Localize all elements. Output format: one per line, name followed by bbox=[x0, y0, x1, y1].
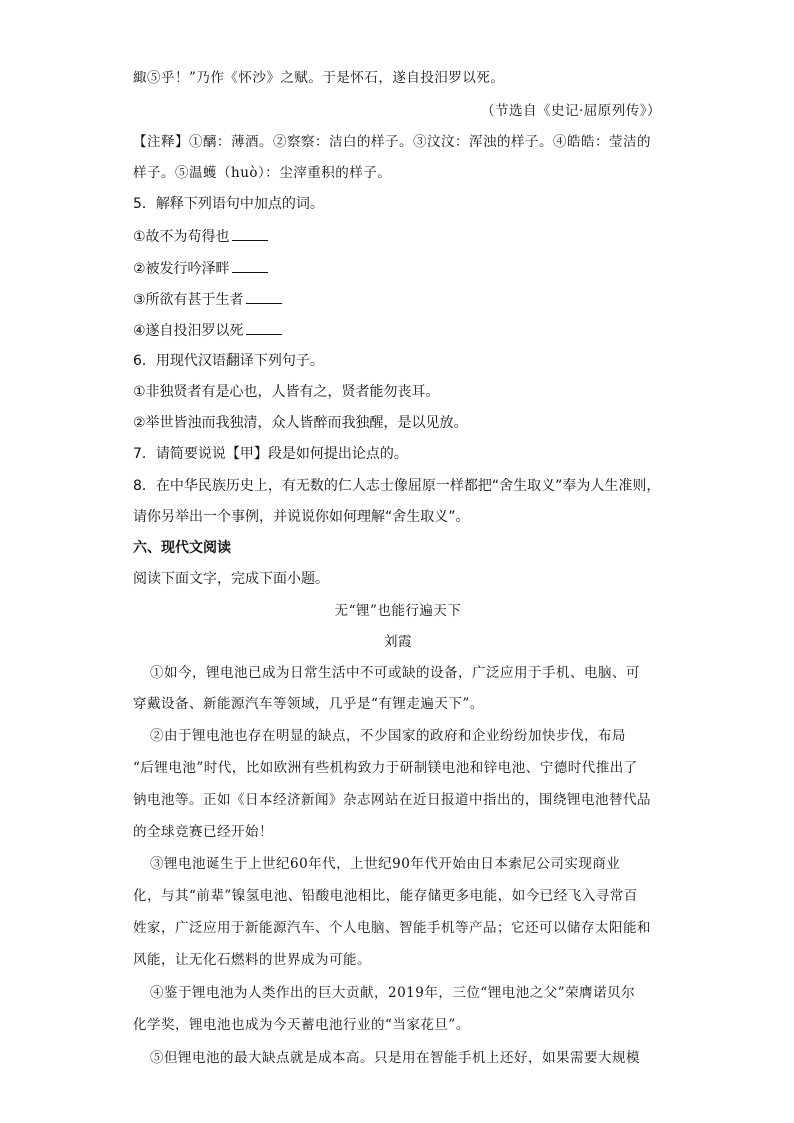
question-5-item-1 bbox=[133, 226, 663, 246]
notes-line: 【注释】①醨：薄酒。②察察：洁白的样子。③汶汶：浑浊的样子。④皓皓：莹洁的 bbox=[133, 134, 651, 150]
question-8-cont: 请你另举出一个事例，并说说你如何理解“舍生取义”。 bbox=[133, 509, 470, 525]
paragraph-line: ④鉴于锂电池为人类作出的巨大贡献，2019年，三位“锂电池之父”荣膺诺贝尔 bbox=[150, 985, 636, 1001]
paragraph-line: “后锂电池”时代，比如欧洲有些机构致力于研制镁电池和锌电池、宁德时代推出了 bbox=[133, 760, 638, 776]
item-text: ③所欲有甚于生者 bbox=[133, 292, 244, 308]
article-author: 刘霞 bbox=[384, 634, 412, 650]
paragraph-line: 的全球竞赛已经开始！ bbox=[133, 824, 273, 840]
question-8: 8．在中华民族历史上，有无数的仁人志士像屈原一样都把“舍生取义”奉为人生准则， bbox=[133, 478, 661, 494]
paragraph-line: 化学奖，锂电池也成为今天蓄电池行业的“当家花旦”。 bbox=[133, 1017, 470, 1033]
section-instruction: 阅读下面文字，完成下面小题。 bbox=[133, 571, 329, 587]
paragraph-line: ①如今，锂电池已成为日常生活中不可或缺的设备，广泛应用于手机、电脑、可 bbox=[150, 665, 640, 681]
item-text: ④遂自投汨罗以死 bbox=[133, 323, 244, 339]
paragraph-line: 化，与其“前辈”镍氢电池、铅酸电池相比，能存储更多电能，如今已经飞入寻常百 bbox=[133, 888, 638, 904]
paragraph-line: 钠电池等。正如《日本经济新闻》杂志网站在近日报道中指出的，围绕锂电池替代品 bbox=[133, 792, 651, 808]
answer-blank[interactable] bbox=[246, 291, 282, 304]
question-5: 5．解释下列语句中加点的词。 bbox=[133, 196, 324, 212]
answer-blank[interactable] bbox=[246, 322, 282, 335]
item-text: ②被发行吟泽畔 bbox=[133, 261, 230, 277]
question-5-item-3 bbox=[133, 289, 663, 309]
question-6: 6．用现代汉语翻译下列句子。 bbox=[133, 353, 324, 369]
paragraph-line: ⑤但锂电池的最大缺点就是成本高。只是用在智能手机上还好，如果需要大规模 bbox=[150, 1050, 640, 1066]
question-6-item-2: ②举世皆浊而我独清，众人皆醉而我独醒，是以见放。 bbox=[133, 415, 468, 431]
answer-blank[interactable] bbox=[232, 228, 268, 241]
paragraph-line: 姓家，广泛应用于新能源汽车、个人电脑、智能手机等产品；它还可以储存太阳能和 bbox=[133, 920, 651, 936]
paragraph-line: 风能，让无化石燃料的世界成为可能。 bbox=[133, 952, 371, 968]
classical-text-line: 緅⑤乎！”乃作《怀沙》之赋。于是怀石，遂自投汨罗以死。 bbox=[133, 70, 505, 86]
answer-blank[interactable] bbox=[232, 260, 268, 273]
notes-line: 样子。⑤温蠖（huò）：尘滓重积的样子。 bbox=[133, 165, 392, 181]
article-title: 无“锂”也能行遍天下 bbox=[334, 603, 462, 619]
paragraph-line: ③锂电池诞生于上世纪60年代，上世纪90年代开始由日本索尼公司实现商业 bbox=[150, 856, 621, 872]
source-citation: （节选自《史记·屈原列传》） bbox=[480, 103, 661, 119]
paragraph-line: 穿戴设备、新能源汽车等领域，几乎是“有锂走遍天下”。 bbox=[133, 696, 484, 712]
question-5-item-4 bbox=[133, 320, 663, 340]
question-7: 7．请简要说说【甲】段是如何提出论点的。 bbox=[133, 446, 408, 462]
item-text: ①故不为苟得也 bbox=[133, 229, 230, 245]
section-heading: 六、现代文阅读 bbox=[133, 540, 231, 556]
paragraph-line: ②由于锂电池也存在明显的缺点，不少国家的政府和企业纷纷加快步伐，布局 bbox=[150, 728, 626, 744]
question-6-item-1: ①非独贤者有是心也，人皆有之，贤者能勿丧耳。 bbox=[133, 384, 440, 400]
question-5-item-2 bbox=[133, 258, 663, 278]
